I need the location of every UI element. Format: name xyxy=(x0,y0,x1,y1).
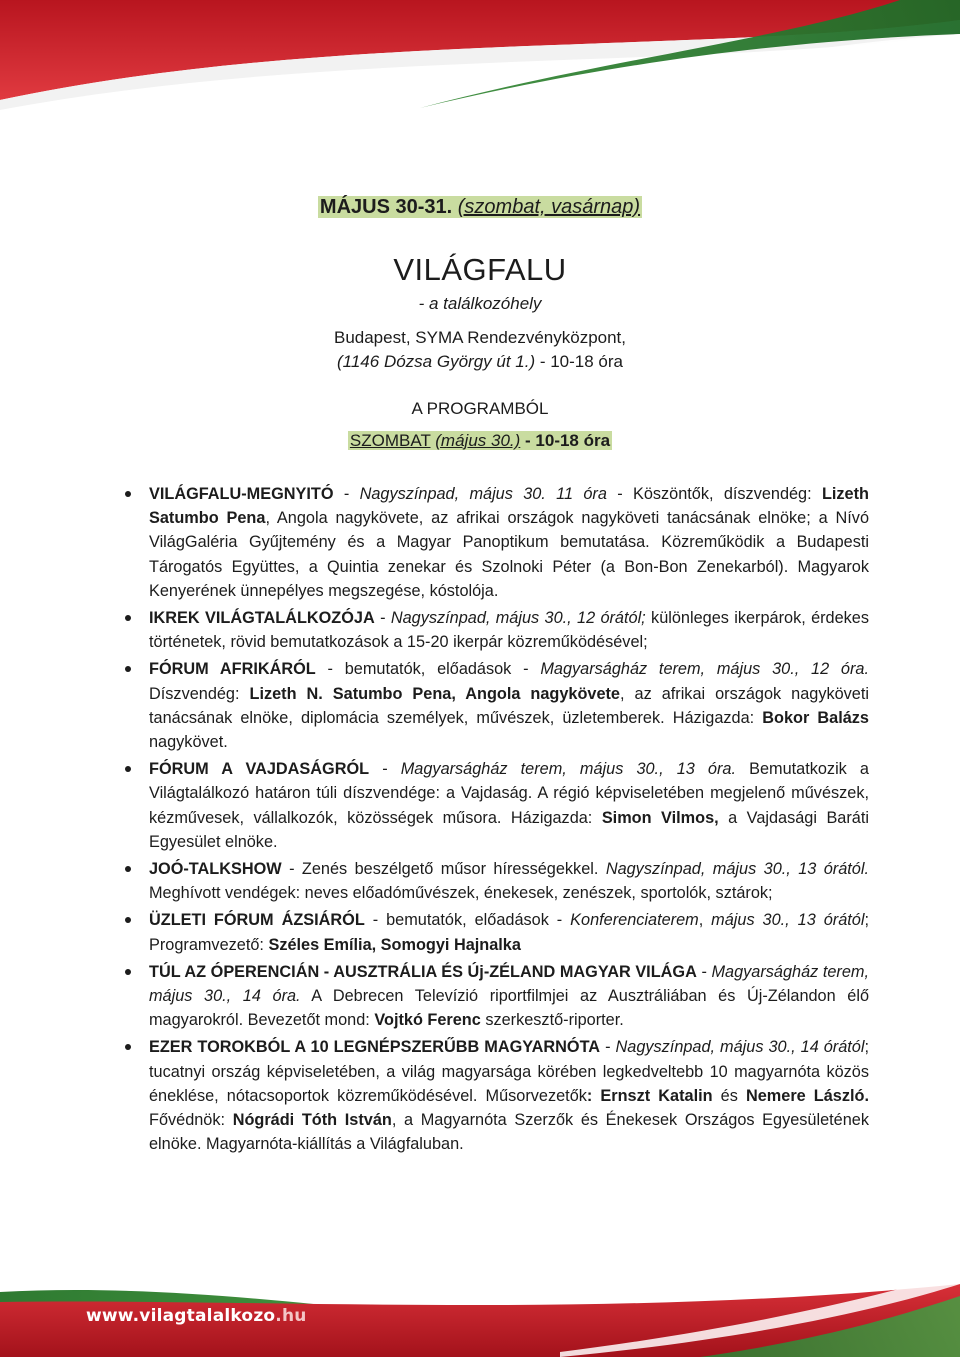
program-list xyxy=(149,482,869,1159)
program-text: ÜZLETI FÓRUM ÁZSIÁRÓL xyxy=(149,911,365,930)
header-ribbon xyxy=(0,0,960,110)
program-text: Díszvendég: xyxy=(149,684,250,703)
program-text: Széles Emília, Somogyi Hajnalka xyxy=(268,935,521,954)
program-text: Nagyszínpad, május 30., 14 órától xyxy=(615,1038,865,1057)
program-text: - Köszöntők, díszvendég: xyxy=(606,485,822,503)
program-text: JOÓ-TALKSHOW xyxy=(149,860,282,879)
program-text: Meghívott vendégek: neves előadóművészek, énekesek, zenészek, sportolók, sztárok; xyxy=(149,884,773,903)
program-item xyxy=(149,657,869,754)
program-text: Nagyszínpad, május 30., 12 órától; xyxy=(390,609,646,628)
program-text: Nógrádi Tóth István xyxy=(232,1111,392,1130)
website-url[interactable]: www.vilagtalalkozo.hu xyxy=(86,1306,307,1326)
program-item xyxy=(149,757,869,854)
page-title: VILÁGFALU xyxy=(393,252,567,287)
program-text: ; tucatnyi ország képviseletében, a világ magyarsága körében legkedveltebb 10 magyarnóta közös éneklése, nótacsoportok közreműködésével. Műsorvezetők xyxy=(149,1038,870,1105)
program-text: , a Magyarnóta Szerzők és Énekesek Országos Egyesületének elnöke. Magyarnóta-kiállítás a Világfaluban. xyxy=(149,1111,869,1154)
program-text: : Ernszt Katalin xyxy=(586,1086,713,1105)
weekdays: (szombat, vasárnap) xyxy=(457,196,641,218)
program-text: Vojtkó Ferenc xyxy=(374,1011,481,1030)
program-text: Magyarságház terem, május 30., 13 óra. xyxy=(400,760,736,779)
program-text: Magyarságház terem, május 30., 12 óra. xyxy=(540,660,869,679)
bullet-icon xyxy=(125,766,131,772)
program-text: Nemere László. xyxy=(745,1086,869,1105)
program-text: Konferenciaterem xyxy=(570,911,699,930)
program-text: Simon Vilmos, xyxy=(601,808,719,827)
program-text: - xyxy=(369,760,401,779)
program-item xyxy=(149,857,869,905)
program-text: , Angola nagykövete, az afrikai országok nagyköveti tanácsának elnöke; a Nívó VilágGaléria Gyűjtemény és a Magyar Panoptikum bemutatása. Közreműködik a Budapesti Tárogatós Együttes, a Quintia zenekar és Szolnoki Péter (a Bon-Bon Zenekarból). Magyarok Kenyerének ünnepélyes megszegése, kóstolója. xyxy=(149,509,870,600)
venue-address: (1146 Dózsa György út 1.) - 10-18 óra xyxy=(337,352,623,371)
program-text: különleges ikerpárok, érdekes történetek, rövid bemutatkozások a 15-20 ikerpár közreműködésével; xyxy=(149,609,869,652)
program-text: és xyxy=(712,1086,746,1105)
program-text: a Vajdasági Baráti Egyesület elnöke. xyxy=(149,808,869,851)
program-text: - bemutatók, előadások - xyxy=(315,660,541,679)
program-text: - Zenés beszélgető műsor hírességekkel. xyxy=(281,860,606,879)
program-text: Bokor Balázs xyxy=(762,708,869,727)
page-subtitle: - a találkozóhely xyxy=(418,294,542,313)
program-text: ; Programvezető: xyxy=(149,911,869,954)
program-text: Lizeth Satumbo Pena xyxy=(149,485,869,528)
program-text: Bemutatkozik a Világtalálkozó határon túli díszvendége: a Vajdaság. A régió képviseletében megjelenő művészek, kézművesek, vállalkozók, közösségek műsora. Házigazda: xyxy=(149,760,869,827)
bullet-icon xyxy=(125,615,131,621)
program-text: FÓRUM AFRIKÁRÓL xyxy=(149,660,316,679)
program-text: - xyxy=(333,485,360,503)
program-text: szerkesztő-riporter. xyxy=(480,1011,624,1030)
event-date xyxy=(0,196,960,219)
program-text: - xyxy=(374,609,391,628)
program-text: A Debrecen Televízió riportfilmjei az Ausztráliában és Új-Zélandon élő magyarokról. Bevezetőt mond: xyxy=(149,987,869,1030)
bullet-icon xyxy=(125,969,131,975)
program-item xyxy=(149,908,869,956)
program-text: Nagyszínpad, május 30., 13 órától. xyxy=(605,860,869,879)
program-text: TÚL AZ ÓPERENCIÁN - AUSZTRÁLIA ÉS Új-ZÉLAND MAGYAR VILÁGA xyxy=(149,962,697,981)
program-item xyxy=(149,960,869,1033)
program-text: - xyxy=(696,962,712,981)
bullet-icon xyxy=(125,491,131,497)
bullet-icon xyxy=(125,917,131,923)
program-text: , az afrikai országok nagyköveti tanácsának elnöke, diplomácia személyek, művészek, üzletemberek. Házigazda: xyxy=(149,684,869,727)
bullet-icon xyxy=(125,866,131,872)
program-item xyxy=(149,606,869,654)
program-text: , xyxy=(698,911,712,930)
day-heading: SZOMBAT (május 30.) - 10-18 óra xyxy=(349,431,611,450)
bullet-icon xyxy=(125,1044,131,1050)
program-text: VILÁGFALU-MEGNYITÓ xyxy=(149,485,334,503)
date-range: MÁJUS 30-31. xyxy=(319,196,453,218)
program-text: Lizeth N. Satumbo Pena, Angola nagykövete xyxy=(249,684,620,703)
program-text: Fővédnök: xyxy=(149,1111,233,1130)
program-text: Magyarságház terem, május 30., 14 óra. xyxy=(149,962,869,1006)
program-text: Nagyszínpad, május 30. 11 óra xyxy=(359,485,607,503)
program-text: - bemutatók, előadások - xyxy=(364,911,571,930)
venue-name: Budapest, SYMA Rendezvényközpont, xyxy=(333,328,626,347)
program-text: IKREK VILÁGTALÁLKOZÓJA xyxy=(149,609,375,628)
bullet-icon xyxy=(125,666,131,672)
program-text: FÓRUM A VAJDASÁGRÓL xyxy=(149,760,370,779)
program-item xyxy=(149,482,869,603)
program-item xyxy=(149,1035,869,1156)
program-text: május 30., 13 órától xyxy=(711,911,865,930)
program-text: nagykövet. xyxy=(149,733,228,752)
program-text: EZER TOROKBÓL A 10 LEGNÉPSZERŰBB MAGYARNÓTA xyxy=(149,1038,601,1057)
program-heading: A PROGRAMBÓL xyxy=(411,399,549,418)
program-text: - xyxy=(600,1038,616,1057)
